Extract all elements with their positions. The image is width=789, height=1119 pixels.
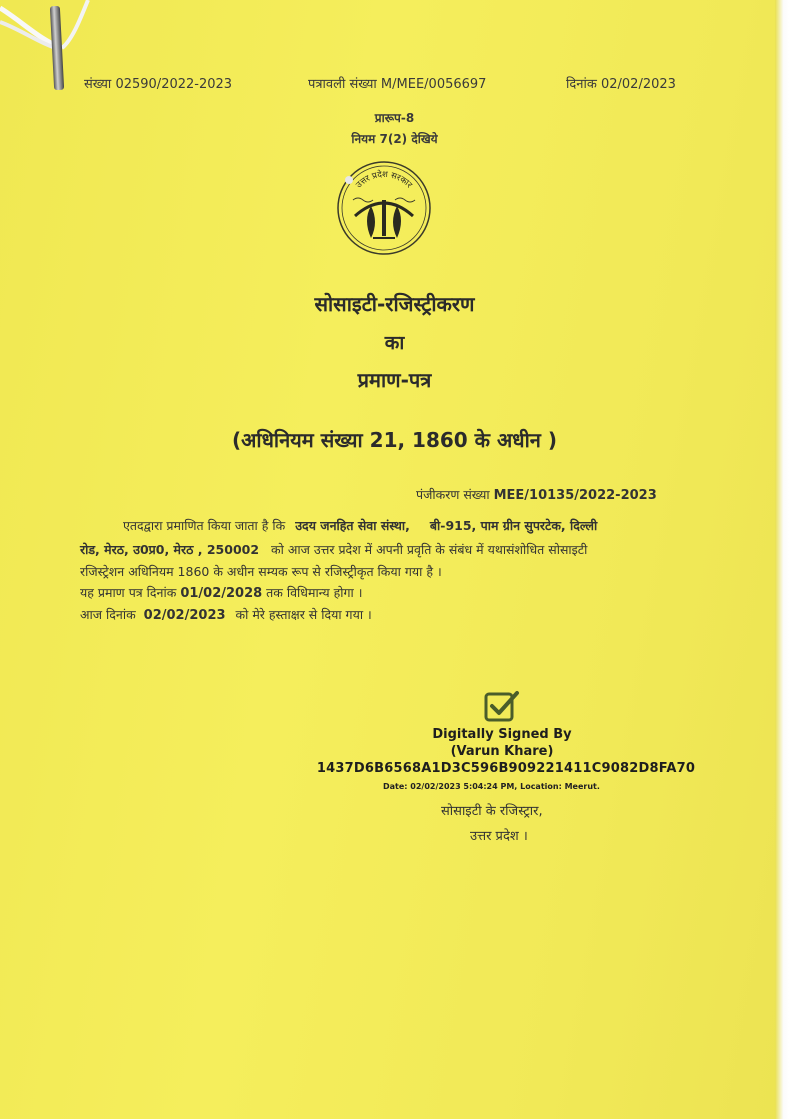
certificate-number: संख्या 02590/2022-2023: [84, 77, 233, 92]
rule-reference: नियम 7(2) देखिये: [351, 132, 438, 146]
checkmark-icon: [484, 689, 520, 723]
signature-hash: 1437D6B6568A1D3C596B909221411C9082D8FA70: [316, 761, 696, 776]
signature-date: Date: 02/02/2023 5:04:24 PM, Location: Meerut.: [383, 782, 600, 791]
act-reference: (अधिनियम संख्या 21, 1860 के अधीन ): [232, 428, 557, 452]
svg-text:उत्तर प्रदेश सरकार: [354, 169, 414, 191]
signer-name: (Varun Khare): [450, 744, 554, 759]
form-number: प्रारूप-8: [374, 111, 415, 125]
validity-line: यह प्रमाण पत्र दिनांक 01/02/2028 तक विधिमान्य होगा ।: [80, 585, 363, 601]
registrar-state: उत्तर प्रदेश ।: [470, 829, 528, 844]
signed-by-label: Digitally Signed By: [432, 727, 572, 742]
title-connector: का: [384, 332, 405, 354]
body-line-3: रजिस्ट्रेशन अधिनियम 1860 के अधीन सम्यक रूप से रजिस्ट्रीकृत किया गया है ।: [80, 564, 442, 579]
certificate-title: सोसाइटी-रजिस्ट्रीकरण: [314, 292, 475, 316]
body-line-2: रोड, मेरठ, उ0प्र0, मेरठ , 250002 को आज उत्तर प्रदेश में अपनी प्रवृति के संबंध में यथासंशोधित सोसाइटी: [80, 542, 588, 557]
file-number: पत्रावली संख्या M/MEE/0056697: [308, 77, 487, 92]
issued-date: 02/02/2023: [143, 608, 226, 623]
tag-string: [0, 0, 90, 70]
certificate-subtitle: प्रमाण-पत्र: [357, 368, 432, 392]
paper-edge: [775, 0, 789, 1119]
body-line-1: एतदद्वारा प्रमाणित किया जाता है कि उदय जनहित सेवा संस्था, बी-915, पाम ग्रीन सुपरटेक, दिल्ली: [123, 518, 598, 533]
emblem-text: उत्तर प्रदेश सरकार: [354, 169, 414, 191]
registrar-designation: सोसाइटी के रजिस्ट्रार,: [441, 804, 543, 819]
issued-line: आज दिनांक 02/02/2023 को मेरे हस्ताक्षर से दिया गया ।: [80, 607, 372, 623]
header-date: दिनांक 02/02/2023: [566, 77, 676, 92]
registration-number: पंजीकरण संख्या MEE/10135/2022-2023: [416, 487, 657, 503]
society-name: उदय जनहित सेवा संस्था,: [295, 518, 410, 533]
up-government-emblem: [333, 160, 435, 256]
validity-date: 01/02/2028: [180, 586, 263, 601]
